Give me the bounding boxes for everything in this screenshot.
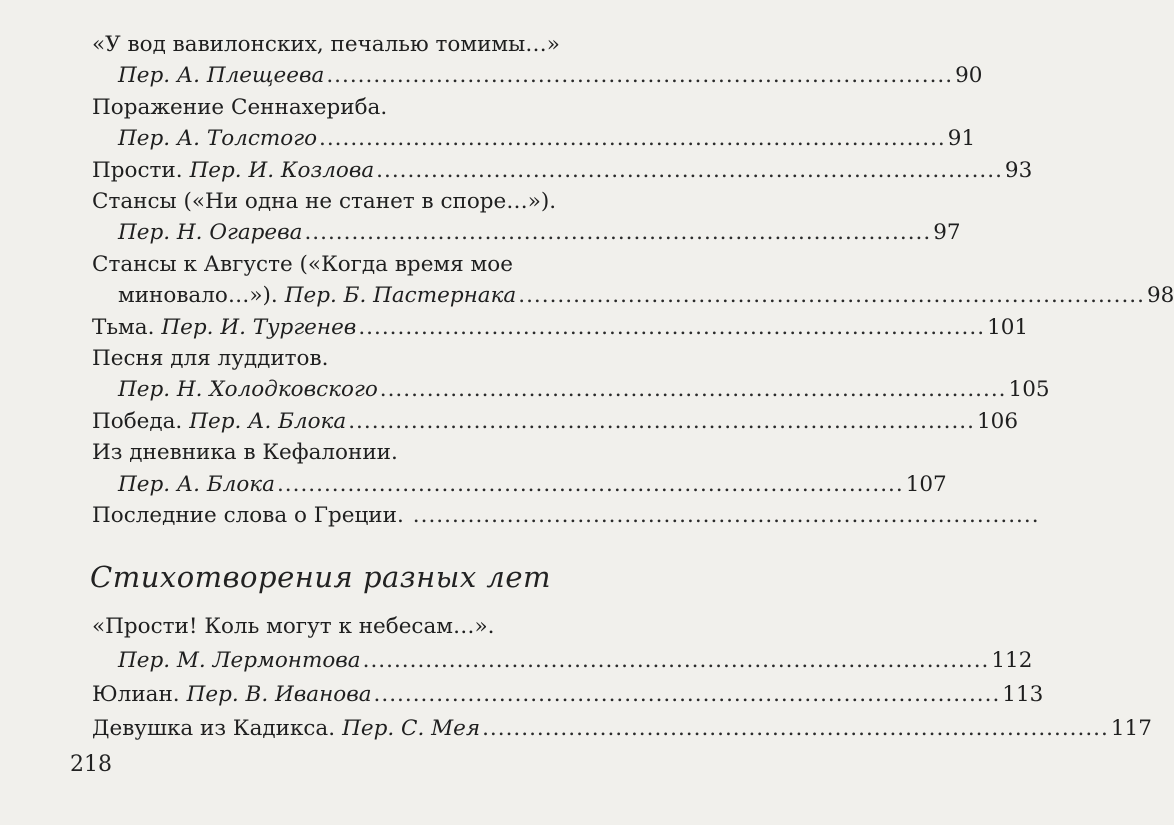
toc-entry bbox=[0, 279, 1174, 313]
toc-entry-page: 107 bbox=[905, 471, 947, 497]
dot-leader: ................................................................................ bbox=[362, 648, 990, 673]
toc-entry bbox=[0, 712, 1152, 746]
toc-entry-title: Поражение Сеннахериба. bbox=[92, 94, 388, 120]
toc-entry bbox=[0, 405, 1019, 439]
section-heading: Стихотворения разных лет bbox=[90, 560, 552, 594]
dot-leader: ................................................................................ bbox=[379, 377, 1007, 403]
toc-entry-translator: Пер. М. Лермонтова bbox=[118, 648, 361, 673]
dot-leader: ................................................................................ bbox=[326, 63, 954, 89]
toc-entry bbox=[0, 59, 983, 93]
toc-entry-title: Тьма. bbox=[92, 314, 155, 340]
toc-entry-translator: Пер. А. Блока bbox=[189, 408, 347, 434]
toc-entry-title: Стансы («Ни одна не станет в споре…»). bbox=[92, 189, 557, 214]
toc-entry-title: Юлиан. bbox=[92, 682, 180, 707]
toc-entry-title: «У вод вавилонских, печалью томимы…» bbox=[92, 32, 560, 57]
dot-leader: ................................................................................ bbox=[518, 283, 1145, 309]
toc-entry-title: «Прости! Коль могут к небесам…». bbox=[92, 614, 495, 639]
dot-leader: ................................................................................ bbox=[348, 408, 975, 434]
toc-entry bbox=[0, 185, 600, 219]
toc-entry bbox=[0, 499, 1040, 533]
dot-leader: ................................................................................ bbox=[373, 682, 1001, 707]
toc-entry bbox=[0, 28, 600, 62]
toc-entry-title: Девушка из Кадикса. bbox=[92, 716, 336, 741]
toc-entry-title: Последние слова о Греции. bbox=[92, 503, 404, 528]
dot-leader: ................................................................................ bbox=[358, 314, 986, 340]
toc-entry-title: Прости. bbox=[92, 157, 183, 183]
dot-leader: ................................................................................ bbox=[319, 126, 946, 152]
toc-entry bbox=[0, 216, 961, 250]
toc-entry bbox=[0, 91, 600, 125]
toc-entry-page: 112 bbox=[991, 648, 1033, 673]
toc-entry bbox=[0, 248, 600, 282]
toc-entry-page: 106 bbox=[976, 408, 1019, 434]
toc-entry-page: 101 bbox=[987, 314, 1029, 340]
dot-leader: ................................................................................ bbox=[276, 471, 904, 497]
toc-entry-page: 97 bbox=[933, 220, 961, 246]
toc-entry-title: Стансы к Августе («Когда время мое bbox=[92, 251, 513, 277]
dot-leader: ................................................................................ bbox=[412, 503, 1040, 528]
toc-entry-title: Песня для луддитов. bbox=[92, 346, 329, 371]
toc-entry-page: 90 bbox=[955, 63, 983, 89]
toc-entry-title: Победа. bbox=[92, 408, 183, 434]
toc-entry-page: 98 bbox=[1146, 283, 1174, 309]
toc-entry bbox=[0, 122, 976, 156]
toc-entry-translator: Пер. И. Тургенев bbox=[161, 314, 357, 340]
toc-entry-translator: Пер. А. Блока bbox=[118, 471, 275, 497]
toc-entry-translator: Пер. С. Мея bbox=[342, 716, 481, 741]
toc-entry bbox=[0, 468, 947, 502]
toc-entry-translator: Пер. И. Козлова bbox=[189, 157, 375, 183]
toc-entry-translator: Пер. А. Толстого bbox=[118, 126, 318, 152]
toc-entry-title: Из дневника в Кефалонии. bbox=[92, 440, 398, 466]
toc-entry bbox=[0, 610, 600, 644]
dot-leader: ................................................................................ bbox=[304, 220, 932, 246]
toc-entry-translator: Пер. В. Иванова bbox=[186, 682, 372, 707]
toc-entry-page: 93 bbox=[1004, 157, 1033, 183]
toc-entry-translator: Пер. Н. Холодковского bbox=[118, 377, 378, 403]
toc-entry-translator: Пер. А. Плещеева bbox=[118, 63, 325, 89]
toc-entry-page: 113 bbox=[1002, 682, 1044, 707]
toc-entry bbox=[0, 373, 1050, 407]
toc-entry-page: 91 bbox=[947, 126, 976, 152]
toc-entry-page: 105 bbox=[1008, 377, 1050, 403]
toc-entry bbox=[0, 678, 1044, 712]
toc-entry bbox=[0, 311, 1029, 345]
toc-entry bbox=[0, 154, 1033, 188]
toc-entry bbox=[0, 436, 600, 470]
toc-entry-translator: Пер. Н. Огарева bbox=[118, 220, 303, 246]
dot-leader: ................................................................................ bbox=[482, 716, 1109, 741]
dot-leader: ................................................................................ bbox=[376, 157, 1003, 183]
toc-entry bbox=[0, 644, 1033, 678]
toc-entry-page: 117 bbox=[1110, 716, 1152, 741]
toc-entry-title: миновало…»). bbox=[118, 283, 278, 309]
page-number: 218 bbox=[70, 752, 112, 777]
toc-entry bbox=[0, 342, 600, 376]
toc-entry-translator: Пер. Б. Пастернака bbox=[284, 283, 517, 309]
